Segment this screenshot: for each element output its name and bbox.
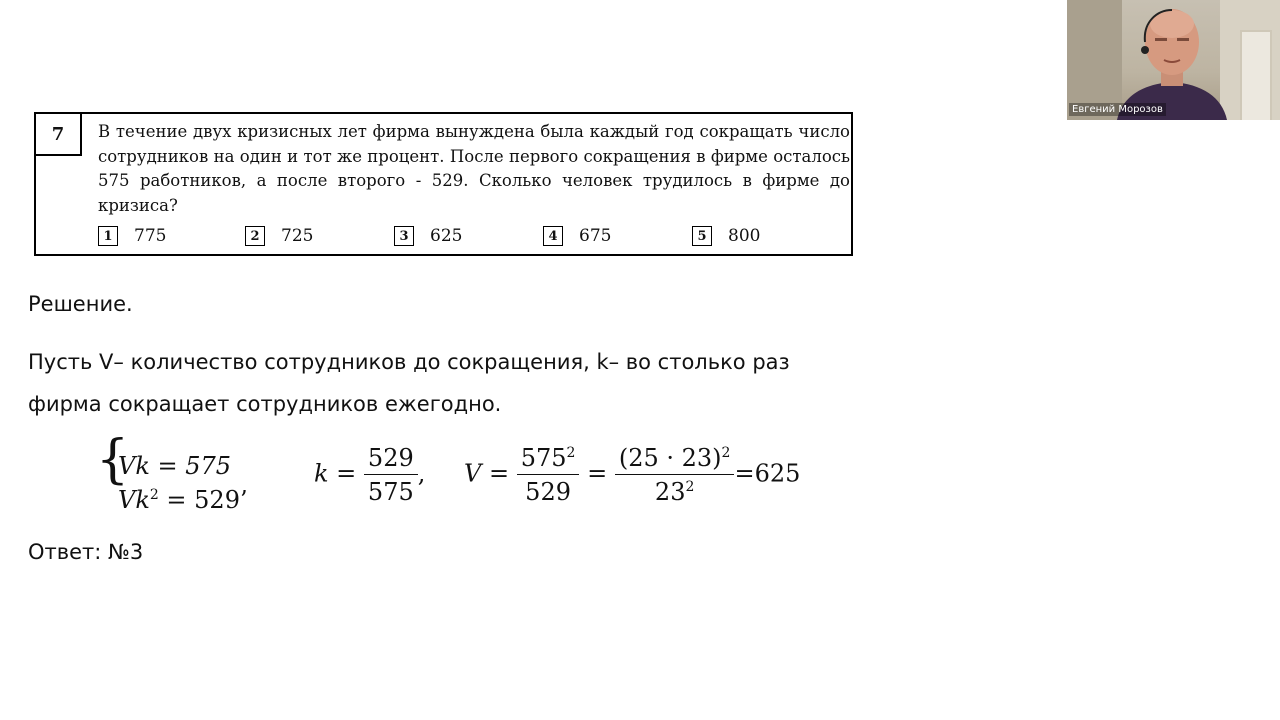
option-value: 775 [134, 226, 167, 246]
v2-den-base: 23 [654, 478, 686, 506]
option-number: 5 [692, 226, 712, 246]
problem-box [34, 112, 853, 256]
option-number: 4 [543, 226, 563, 246]
option-number: 3 [394, 226, 414, 246]
webcam-tile[interactable] [1067, 0, 1280, 120]
v-lhs: V = [464, 459, 510, 488]
v-expression [464, 444, 800, 506]
problem-text: В течение двух кризисных лет фирма вынуждена была каждый год сокращать число сотрудников на один и тот же процент. После первого сокращения в фирме осталось 575 работников, а после второго - 529. Сколько человек трудилось в фирме до кризиса? [98, 122, 850, 215]
system-brace: { [96, 430, 130, 490]
system-eq-2-rhs: = 529’ [158, 486, 248, 514]
v-num-base: 575 [520, 444, 567, 472]
k-lhs: k = [314, 459, 357, 488]
option-value: 800 [728, 226, 761, 246]
equation-system [96, 430, 256, 520]
formula [96, 430, 816, 520]
option-4 [543, 226, 611, 246]
equals-sign: = [587, 459, 608, 488]
cam-background-left [1067, 0, 1122, 120]
option-number: 2 [245, 226, 265, 246]
answer: Ответ: №3 [28, 540, 144, 564]
solution-line-1: Пусть V– количество сотрудников до сокращения, k– во столько раз [28, 350, 790, 374]
solution-line-2: фирма сокращает сотрудников ежегодно. [28, 392, 502, 416]
option-2 [245, 226, 313, 246]
v-fraction-2 [615, 444, 735, 506]
k-fraction [364, 444, 418, 506]
v2-num-exp: 2 [721, 445, 731, 461]
k-expression [314, 444, 425, 506]
option-number: 1 [98, 226, 118, 246]
problem-number: 7 [36, 114, 82, 156]
v-denominator-2 [651, 475, 698, 506]
option-value: 725 [281, 226, 314, 246]
k-denominator: 575 [367, 478, 414, 506]
participant-name: Евгений Морозов [1069, 103, 1166, 116]
system-eq-2-exp: 2 [149, 487, 159, 503]
option-1 [98, 226, 166, 246]
k-comma: , [417, 459, 426, 488]
result: =625 [734, 459, 801, 488]
v-denominator-1: 529 [525, 478, 571, 506]
option-3 [394, 226, 462, 246]
option-value: 625 [430, 226, 463, 246]
v-numerator-1 [517, 444, 580, 475]
option-value: 675 [579, 226, 612, 246]
system-eq-1: Vk = 575 [118, 452, 232, 480]
k-numerator: 529 [364, 444, 418, 475]
system-eq-2-lhs: Vk [118, 486, 150, 514]
v-num-exp: 2 [566, 445, 576, 461]
system-eq-2 [118, 486, 248, 514]
cam-background-door [1240, 30, 1272, 120]
answer-options [98, 226, 850, 252]
v-fraction-1 [517, 444, 580, 506]
solution-heading: Решение. [28, 292, 133, 316]
v2-den-exp: 2 [685, 479, 695, 495]
option-5 [692, 226, 760, 246]
v-numerator-2 [615, 444, 735, 475]
v2-num-base: (25 · 23) [618, 444, 722, 472]
